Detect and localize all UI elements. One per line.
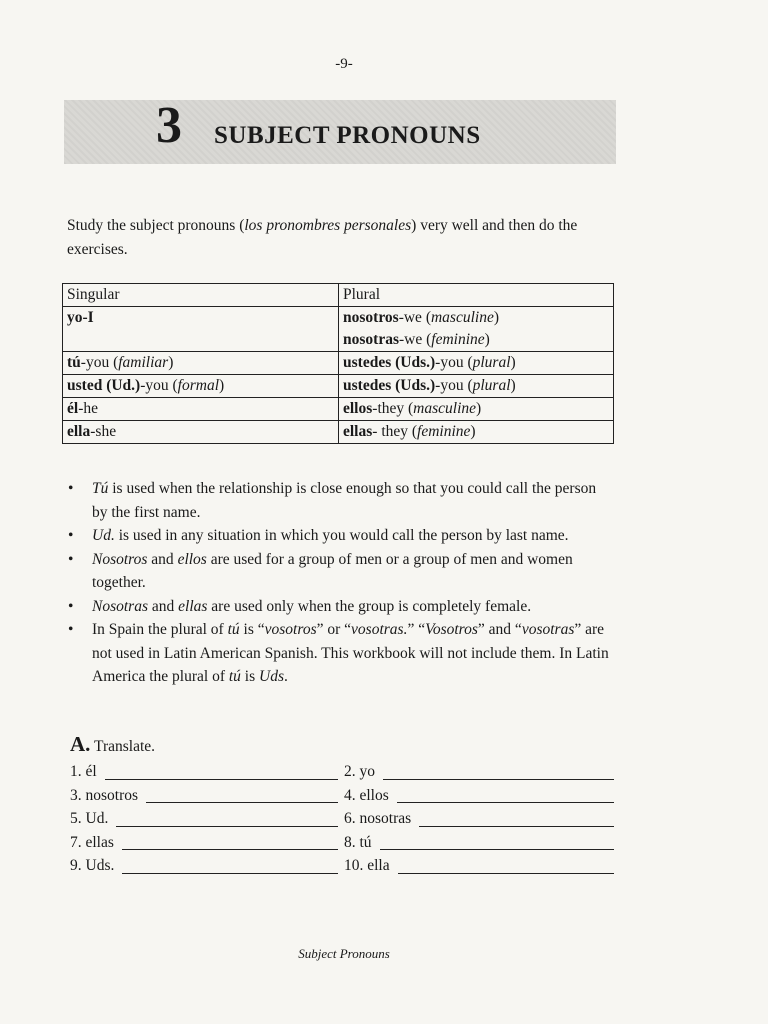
text-run: -he bbox=[78, 400, 98, 417]
text-run: ) bbox=[493, 309, 500, 326]
header-singular: Singular bbox=[63, 284, 339, 307]
answer-blank[interactable] bbox=[419, 809, 614, 827]
plural-line bbox=[343, 421, 609, 443]
text-run: -you ( bbox=[435, 377, 473, 394]
emphasis-text: usted (Ud.) bbox=[67, 377, 141, 394]
emphasis-text: familiar bbox=[118, 354, 169, 371]
text-run: ) bbox=[470, 423, 476, 440]
exercise-term: 10. ella bbox=[344, 857, 390, 874]
text-run: -she bbox=[90, 423, 117, 440]
exercise-term: 4. ellos bbox=[344, 786, 389, 804]
text-run: ) bbox=[510, 377, 516, 394]
exercise-header bbox=[70, 732, 615, 760]
intro-text: Study the subject pronouns ( bbox=[67, 217, 245, 234]
exercise-item bbox=[70, 854, 342, 878]
page-footer: Subject Pronouns bbox=[298, 946, 390, 961]
emphasis-text: tú bbox=[227, 621, 240, 638]
table-row bbox=[63, 398, 614, 421]
answer-blank[interactable] bbox=[380, 832, 614, 850]
chapter-title: SUBJECT PRONOUNS bbox=[214, 122, 481, 149]
singular-cell bbox=[63, 307, 339, 352]
exercise-instruction: Translate. bbox=[90, 738, 156, 755]
emphasis-text: vosotras bbox=[521, 621, 575, 638]
exercise-term: 9. Uds. bbox=[70, 857, 115, 874]
intro-paragraph bbox=[67, 214, 612, 262]
pronoun-table bbox=[62, 283, 614, 444]
text-run: ) bbox=[510, 354, 516, 371]
table-row bbox=[63, 352, 614, 375]
bullet-icon: • bbox=[68, 550, 74, 568]
text-run: -we ( bbox=[398, 309, 431, 326]
note-item bbox=[66, 595, 614, 619]
table-row bbox=[63, 307, 614, 352]
emphasis-text: Nosotras bbox=[92, 597, 148, 615]
text-run: In Spain the plural of bbox=[92, 621, 228, 638]
singular-cell bbox=[63, 398, 339, 421]
text-run: -you ( bbox=[435, 354, 473, 371]
text-run: - they ( bbox=[372, 423, 418, 440]
exercise-item bbox=[342, 807, 614, 831]
emphasis-text: plural bbox=[472, 354, 511, 371]
header-plural: Plural bbox=[339, 284, 614, 307]
emphasis-text: feminine bbox=[417, 423, 471, 440]
emphasis-text: yo bbox=[67, 309, 83, 326]
exercise-item bbox=[342, 784, 614, 808]
bullet-icon: • bbox=[68, 597, 74, 615]
note-item bbox=[66, 477, 614, 524]
table-body bbox=[63, 307, 614, 444]
text-run: ” are not used in Latin American Spanish. This workbook will not include them. In Latin America the plural of bbox=[92, 621, 609, 685]
note-item bbox=[66, 548, 614, 595]
emphasis-text: tú bbox=[67, 354, 81, 371]
exercise-item bbox=[70, 760, 342, 784]
answer-blank[interactable] bbox=[146, 785, 338, 803]
emphasis-text: masculine bbox=[413, 400, 477, 417]
exercise-item bbox=[342, 854, 614, 878]
emphasis-text: vosotros bbox=[264, 621, 317, 638]
plural-cell bbox=[339, 421, 614, 444]
intro-term: los pronombres personales bbox=[244, 217, 412, 234]
emphasis-text: ustedes (Uds.) bbox=[343, 377, 436, 394]
text-run: ) bbox=[168, 354, 174, 371]
emphasis-text: Tú bbox=[92, 480, 109, 497]
exercise-term: 8. tú bbox=[344, 833, 372, 851]
text-run: -they ( bbox=[372, 400, 414, 417]
exercise-letter: A. bbox=[70, 732, 91, 756]
text-run: ) bbox=[484, 331, 490, 348]
plural-line bbox=[343, 352, 609, 374]
emphasis-text: Uds bbox=[259, 668, 284, 685]
text-run: -you ( bbox=[140, 377, 178, 394]
emphasis-text: nosotras bbox=[343, 331, 399, 348]
emphasis-text: ellos bbox=[343, 400, 373, 417]
emphasis-text: ellos bbox=[177, 550, 207, 568]
plural-line bbox=[343, 375, 609, 397]
text-run: is bbox=[240, 668, 260, 685]
emphasis-text: Vosotros bbox=[425, 621, 478, 638]
exercise-item bbox=[342, 760, 614, 784]
text-run: is used when the relationship is close enough so that you could call the person by the first name. bbox=[92, 480, 597, 521]
text-run: are used for a group of men or a group of men and women together. bbox=[92, 550, 573, 591]
emphasis-text: ellas bbox=[178, 597, 208, 615]
singular-cell bbox=[63, 375, 339, 398]
answer-blank[interactable] bbox=[383, 762, 614, 780]
text-run: is used in any situation in which you would call the person by last name. bbox=[114, 527, 569, 544]
emphasis-text: -I bbox=[82, 309, 94, 326]
exercise-term: 1. él bbox=[70, 763, 97, 780]
chapter-banner bbox=[64, 97, 616, 164]
text-run: ” “ bbox=[407, 621, 426, 638]
singular-cell bbox=[63, 421, 339, 444]
exercise-term: 2. yo bbox=[344, 763, 375, 780]
exercise-item bbox=[70, 784, 342, 808]
emphasis-text: Nosotros bbox=[92, 550, 148, 568]
notes-list bbox=[66, 477, 614, 689]
note-item bbox=[66, 618, 614, 689]
bullet-icon: • bbox=[68, 480, 74, 497]
note-item bbox=[66, 524, 614, 548]
emphasis-text: nosotros bbox=[343, 309, 399, 326]
exercise-item bbox=[70, 831, 342, 855]
plural-cell bbox=[339, 307, 614, 352]
singular-cell bbox=[63, 352, 339, 375]
bullet-icon: • bbox=[68, 621, 74, 638]
answer-blank[interactable] bbox=[122, 856, 338, 874]
text-run: ” and “ bbox=[477, 621, 522, 638]
plural-line bbox=[343, 398, 609, 420]
emphasis-text: formal bbox=[177, 377, 219, 394]
emphasis-text: vosotras. bbox=[351, 621, 408, 638]
intro-text-end: ) very well and then do the exercises. bbox=[67, 217, 578, 258]
plural-line bbox=[343, 307, 609, 329]
plural-cell bbox=[339, 375, 614, 398]
text-run: and bbox=[147, 550, 178, 568]
text-run: ) bbox=[219, 377, 225, 394]
answer-blank[interactable] bbox=[105, 762, 338, 780]
exercise-item bbox=[70, 807, 342, 831]
emphasis-text: tú bbox=[228, 668, 241, 685]
text-run: ” or “ bbox=[316, 621, 352, 638]
exercise-a bbox=[70, 732, 615, 878]
text-run: ) bbox=[476, 400, 482, 417]
emphasis-text: Ud. bbox=[92, 527, 115, 544]
bullet-icon: • bbox=[68, 527, 74, 544]
exercise-grid bbox=[70, 760, 615, 878]
emphasis-text: ella bbox=[67, 423, 91, 440]
emphasis-text: feminine bbox=[431, 331, 485, 348]
plural-cell bbox=[339, 352, 614, 375]
answer-blank[interactable] bbox=[116, 809, 338, 827]
emphasis-text: ustedes (Uds.) bbox=[343, 354, 436, 371]
text-run: are used only when the group is completely female. bbox=[207, 597, 532, 615]
exercise-term: 7. ellas bbox=[70, 833, 114, 851]
plural-line bbox=[343, 329, 609, 351]
answer-blank[interactable] bbox=[398, 856, 614, 874]
page-number: -9- bbox=[335, 56, 353, 72]
table-header-row bbox=[63, 284, 614, 307]
text-run: is “ bbox=[239, 621, 265, 638]
emphasis-text: plural bbox=[472, 377, 511, 394]
text-run: . bbox=[284, 668, 288, 685]
text-run: -you ( bbox=[80, 354, 119, 371]
exercise-term: 3. nosotros bbox=[70, 786, 139, 804]
text-run: -we ( bbox=[398, 331, 432, 348]
emphasis-text: masculine bbox=[430, 309, 494, 326]
exercise-item bbox=[342, 831, 614, 855]
answer-blank[interactable] bbox=[397, 785, 614, 803]
emphasis-text: él bbox=[67, 400, 79, 417]
chapter-number: 3 bbox=[156, 97, 182, 154]
exercise-term: 6. nosotras bbox=[344, 810, 412, 827]
plural-cell bbox=[339, 398, 614, 421]
exercise-term: 5. Ud. bbox=[70, 810, 109, 827]
answer-blank[interactable] bbox=[122, 832, 338, 850]
table-row bbox=[63, 375, 614, 398]
table-row bbox=[63, 421, 614, 444]
text-run: and bbox=[148, 597, 179, 615]
emphasis-text: ellas bbox=[343, 423, 373, 440]
